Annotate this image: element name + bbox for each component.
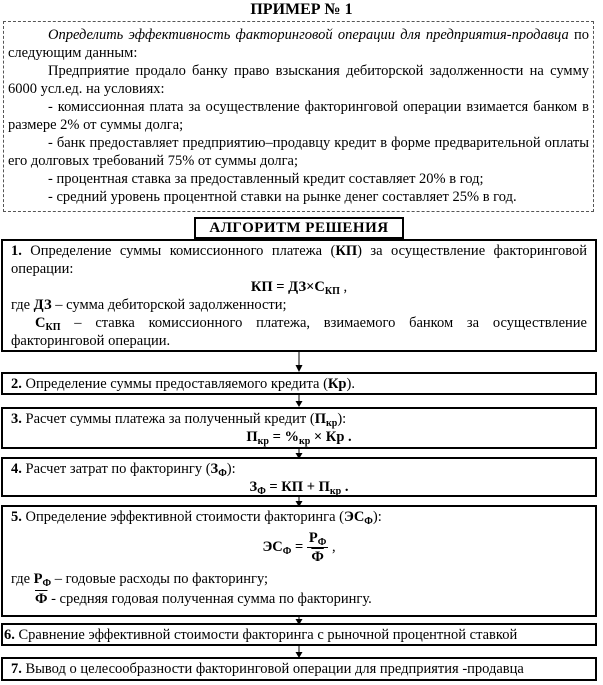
fraction: $\frac{Р_Ф}{Ф}$ (308, 530, 327, 565)
algorithm-header: АЛГОРИТМ РЕШЕНИЯ (194, 217, 404, 239)
step-7-text: 7. Вывод о целесообразности факторинговой операции для предприятия -продавца (11, 661, 524, 677)
task-intro (8, 26, 589, 62)
step-4-formula: $З_Ф$ = КП + $П_{кр}$ . (249, 479, 349, 497)
step-5-formula: $ЭС_Ф$ = $\frac{Р_Ф}{Ф}$ , (262, 530, 336, 565)
step-6-text: 6. Сравнение эффективной стоимости факторинга с рыночной процентной ставкой (4, 627, 518, 643)
step-6 (1, 623, 597, 646)
step-1-formula: КП = $ДЗ\times С_{КП}$ , (250, 279, 348, 297)
step-1 (1, 239, 597, 352)
step-7 (1, 657, 597, 681)
step-2-text: 2. Определение суммы предоставляемого кредита (Кр). (11, 376, 355, 392)
task-condition: - комиссионная плата за осуществление факторинговой операции взимается банком в размере 2% от суммы долга; (8, 99, 589, 133)
step-3-heading: 3. Расчет суммы платежа за полученный кредит $(П_{кр})$: (11, 411, 347, 429)
page-title: ПРИМЕР № 1 (250, 1, 353, 18)
task-sentence: Предприятие продало банку право взыскания дебиторской задолженности на сумму 6000 усл.ед. на условиях: (8, 63, 589, 97)
step-4-heading: 4. Расчет затрат по факторингу $(З_Ф)$: (11, 461, 236, 479)
step-5-where-r: где $Р_Ф$ – годовые расходы по факторингу; (11, 571, 269, 589)
step-1-where-c: $С_{КП}$ – ставка комиссионного платежа, взимаемого банком за осуществление факторинговой операции. (11, 315, 587, 349)
step-5-heading: 5. Определение эффективной стоимости факторинга $(ЭС_Ф)$: (11, 509, 382, 527)
step-5 (1, 505, 597, 617)
arrow-connector (294, 352, 304, 372)
step-2 (1, 372, 597, 395)
step-4 (1, 457, 597, 497)
step-1-where-dz: где ДЗ – сумма дебиторской задолженности; (11, 297, 287, 313)
step-3-formula: $П_{кр} = \%_{кр}$ × Кр . (246, 429, 352, 447)
arrow-connector (294, 395, 304, 407)
task-condition: - процентная ставка за предоставленный кредит составляет 20% в год; (48, 171, 484, 187)
step-5-where-phi: Ф - средняя годовая полученная сумма по факторингу. (35, 591, 372, 607)
task-condition: - банк предоставляет предприятию–продавцу кредит в форме предварительной оплаты его долговых требований 75% от суммы долга; (8, 135, 589, 169)
task-intro-plain: по следующим данным: (8, 27, 589, 61)
task-intro-italic: Определить эффективность факторинговой операции для предприятия-продавца (48, 27, 569, 43)
step-3 (1, 407, 597, 449)
step-1-heading: 1. Определение суммы комиссионного платежа (КП) за осуществление факторинговой операции: (11, 243, 587, 277)
task-conditions-box (3, 21, 594, 212)
task-condition: - средний уровень процентной ставки на рынке денег составляет 25% в год. (48, 189, 517, 205)
